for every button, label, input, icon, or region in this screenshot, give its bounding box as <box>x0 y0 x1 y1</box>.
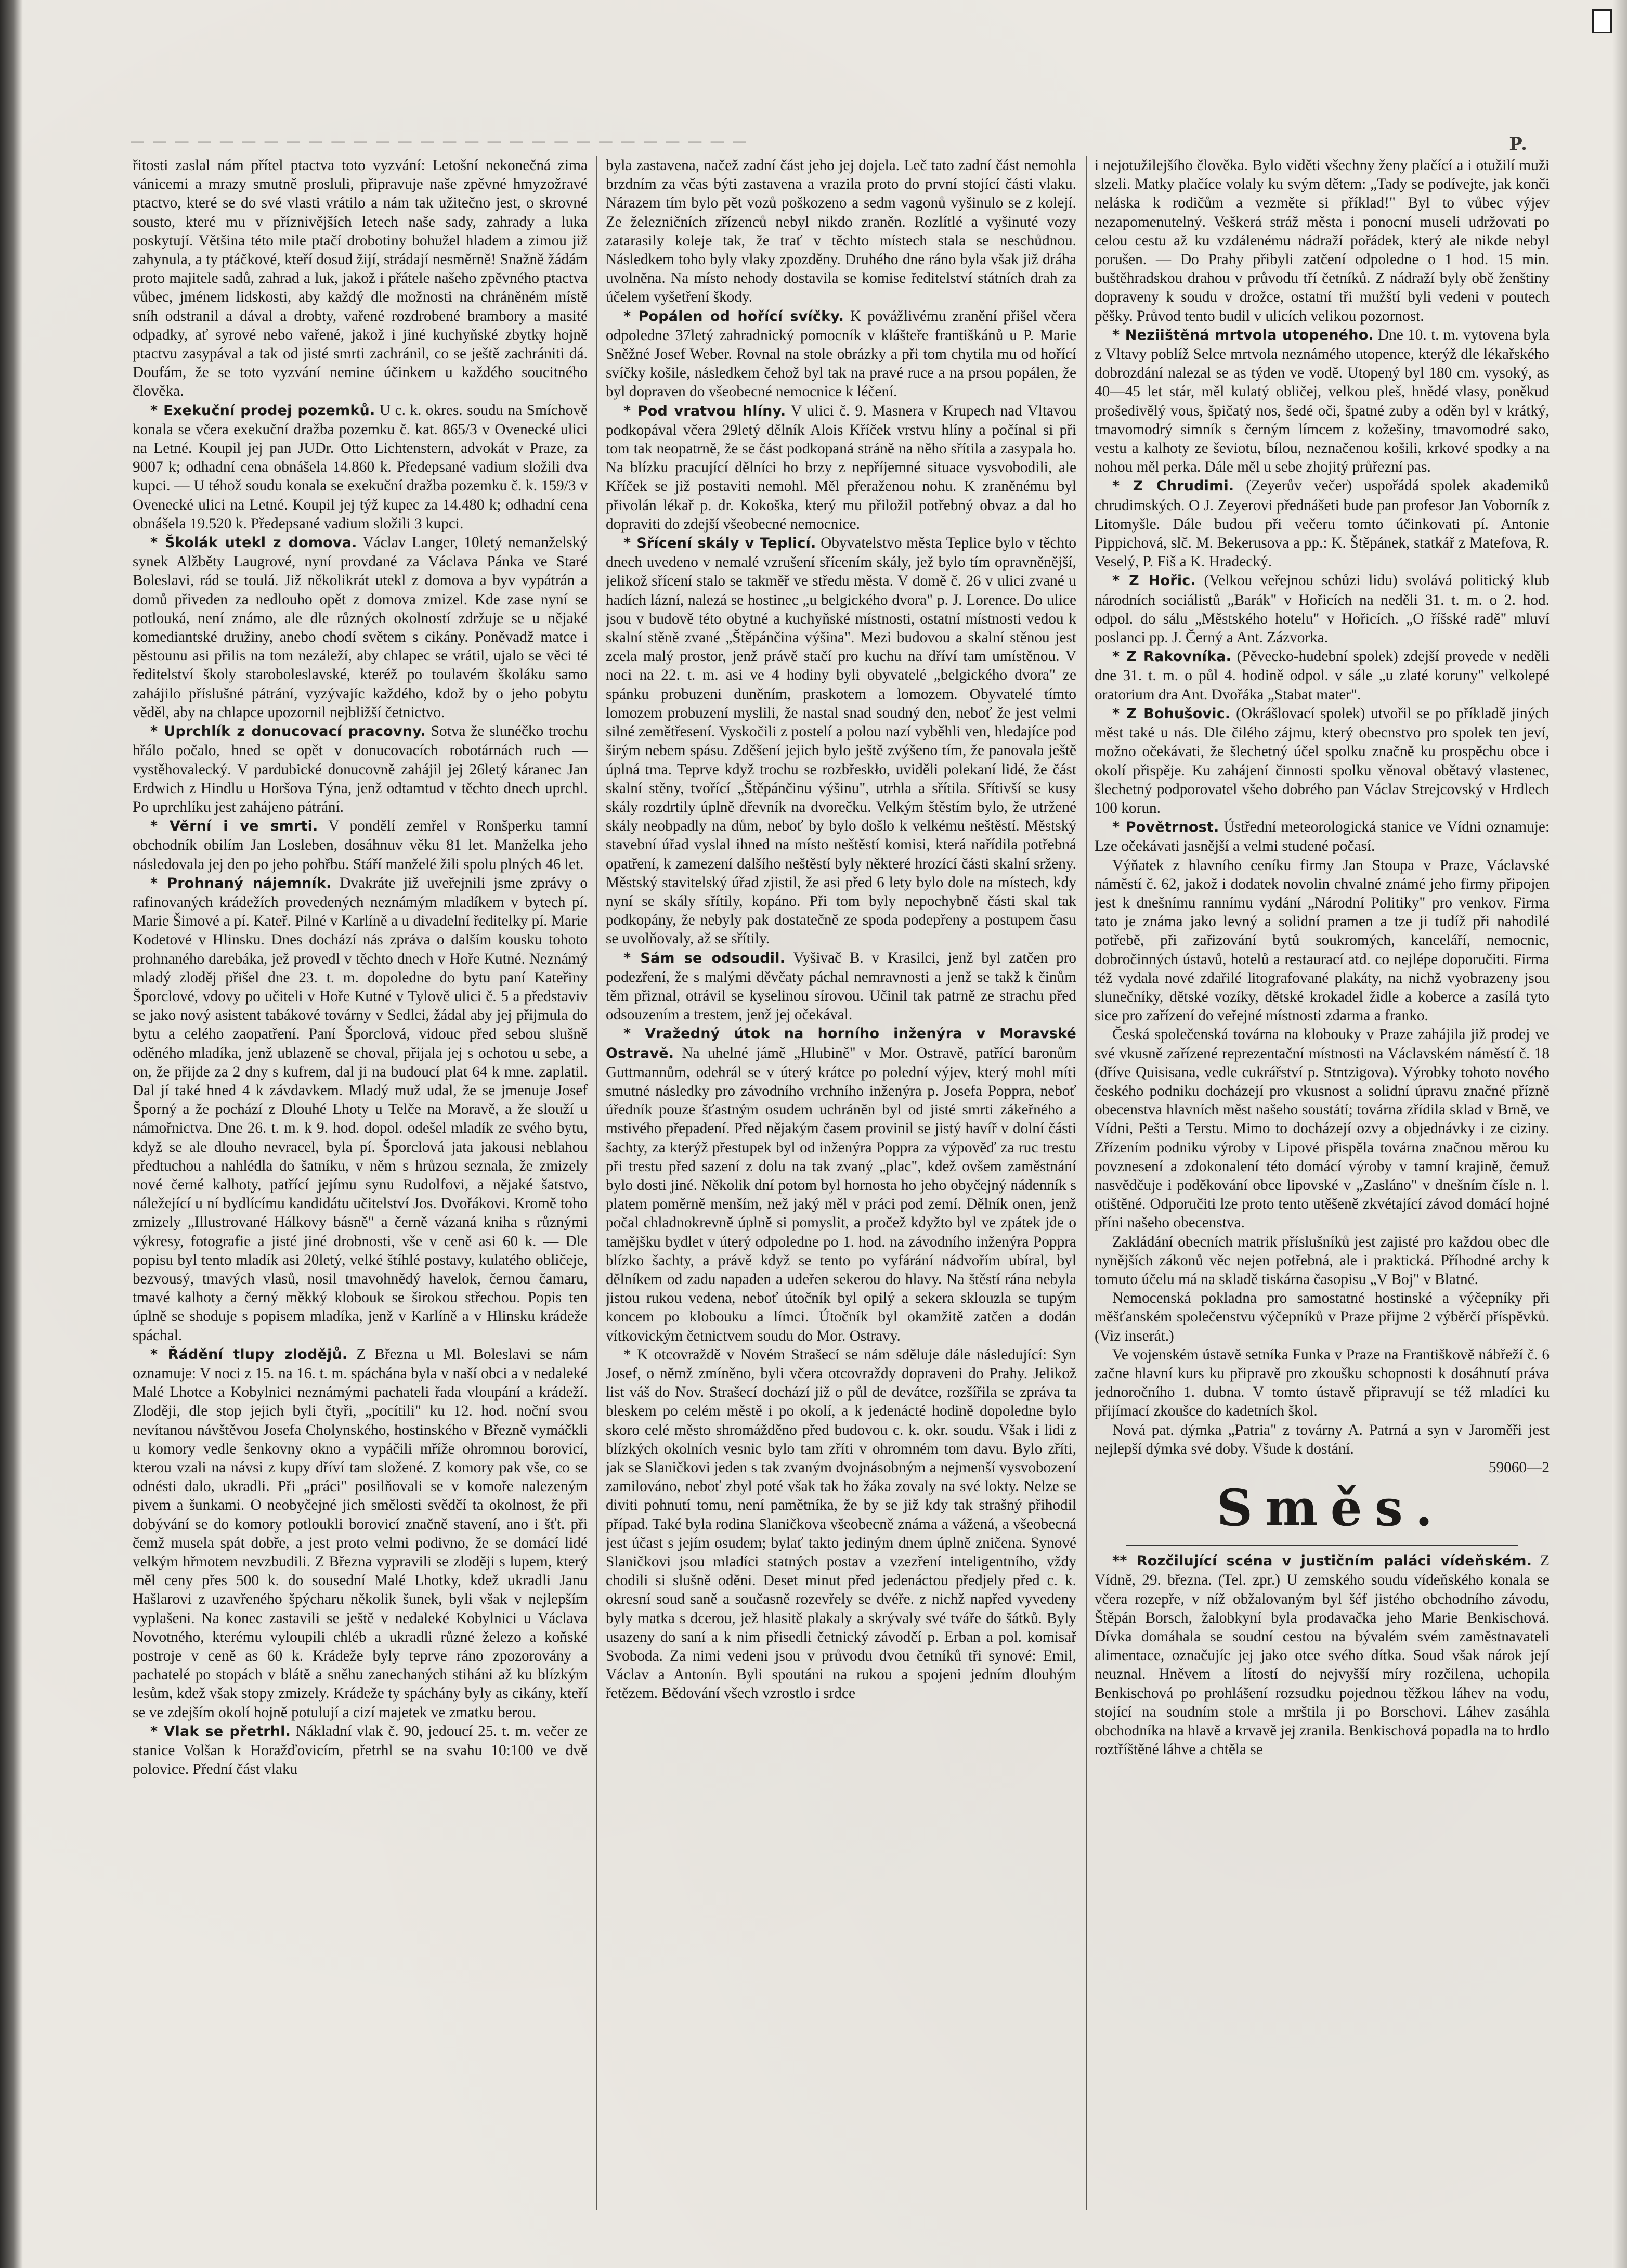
column-2 <box>606 156 1076 2215</box>
col1-paragraph: * Školák utekl z domova. Václav Langer, 10letý nemanželský synek Alžběty Laugrové, nyní provdané za Václava Pánka ve Staré Boleslavi, rád se toulá. Již několikrát utekl z domova a byv vypátrán a domů přiveden za nedlouho opět z domova zmizel. Kde zase nyní se potlouká, není známo, ale dle různých okolností zdržuje se u nějaké komediantské družiny, anebo chodí světem s cikány. Poněvadž matce i pěstounu asi přilis na tom nezáleží, aby chlapec se vrátil, ujalo se věci té ředitelství školy staroboleslavské, kteréž po toulavém školáku samo zahájilo příslušné pátrání, vyzývajíc každého, kdož by o jeho pobytu věděl, aby na chlapce upozornil nejbližší četnictvo. <box>133 534 588 721</box>
column-rule-2 <box>1086 156 1087 2210</box>
item-heading: * Pod vratvou hlíny. <box>623 403 786 419</box>
col3-paragraph: Zakládání obecních matrik příslušníků jest zajisté pro každou obec dle nynějších zákonů věc nejen potřebná, ale i praktická. Příhodné archy k tomuto účelu má na skladě tiskárna časopisu „V Boj" v Blatné. <box>1095 1233 1550 1288</box>
item-heading: * Neziištěná mrtvola utopeného. <box>1112 327 1374 343</box>
col3-paragraph: 59060—2 <box>1488 1459 1550 1476</box>
column-rule-1 <box>596 156 597 2210</box>
item-heading: ** Rozčilující scéna v justičním paláci vídeňském. <box>1112 1553 1532 1570</box>
item-heading: * Vražedný útok na horního inženýra v Moravské Ostravě. <box>606 1026 1076 1061</box>
col1-paragraph: * Exekuční prodej pozemků. U c. k. okres. soudu na Smíchově konala se včera exekuční dražba pozemku č. kat. 865/3 v Ovenecké ulici na Letné. Koupil jej pan JUDr. Otto Lichtenstern, advokát v Praze, za 9007 k; odhadní cena obnášela 14.860 k. Předepsané vadium složili dva kupci. — U téhož soudu konala se exekuční dražba pozemku č. k. 159/3 v Ovenecké ulici na Letné. Koupil jej týž kupec za 14.480 k; odhadní cena obnášela 19.520 k. Předepsané vadium složili 3 kupci. <box>133 401 588 532</box>
col2-paragraph: * K otcovraždě v Novém Strašecí se nám sděluje dále následující: Syn Josef, o němž zmíněno, byli včera otcovraždy dopraveni do Prahy. Jelikož list váš do Nov. Strašecí dochází již o půl de devátce, rozšířila se zpráva ta bleskem po celém městě i po okolí, a k jedenácté hodině dopoledne bylo skoro celé město shromážděno před budovou c. k. okr. soudu. Však i lidi z blízkých okolních vesnic bylo tam zříti v ohromném tom davu. Bylo zříti, jak se Slaničkovi jeden s tak zvaným dvojnásobným a nejmenší vysvobození zamilováno, neboť zbyl poté však tak ho žáka zovaly na své lokty. Nelze se diviti pohnutí tomu, není pamětníka, že by se již kdy tak strašný přihodil případ. Také byla rodina Slaničkova všeobecně známa a vážená, a všeobecná jest účast s jejím osudem; bylať takto jediným dnem úplně zničena. Synové Slaničkovi jsou mladíci statných postav a vzezření inteligentního, vždy chodili si slušně oděni. Deset minut před jedenáctou předjely před c. k. okresní soud saně a současně rozevřely se dvéře. z nichž napřed vyvedeny byly matka s dcerou, jež hlasitě plakaly a skrývaly své tváře do šátků. Byly usazeny do saní a k nim přisedli četnický závodčí p. Erban a pol. komisař Svoboda. Za nimi vedeni jsou v průvodu dvou četníků tři synové: Emil, Václav a Antonín. Byli spoutáni na rukou a spojeni jedním dlouhým řetězem. Bědování všech vzrostlo i srdce <box>606 1346 1076 1702</box>
item-heading: * Z Chrudimi. <box>1112 478 1234 495</box>
section-rule <box>1126 1545 1518 1546</box>
col3-paragraph: i nejotužilejšího člověka. Bylo viděti všechny ženy plačící a i otužilí muži slzeli. Matky plačíce volaly ku svým dětem: „Tady se podívejte, jak konči neláska k rodičům a vezměte si příklad!" Byl to vůbec výjev nezapomenutelný. Veškerá stráž města i ponocní museli udržovati po celou cestu až ku vzdálenému nádraží pořádek, který ale nikde nebyl porušen. — Do Prahy přibyli zatčení odpoledne o 1 hod. 15 min. buštěhradskou drahou v průvodu tří četníků. Z nádraží byly obě ženštiny dopraveny k soudu v drožce, ostatní tři mužští byli vedeni v poutech pěšky. Průvod tento budil v ulicích velikou pozornost. <box>1095 157 1550 325</box>
col2-paragraph: byla zastavena, načež zadní část jeho jej dojela. Leč tato zadní část nemohla brzdním za včas býti zastavena a vrazila proto do první stojící části vlaku. Nárazem tím bylo pět vozů poškozeno a sedm vagonů vyšinulo se z kolejí. Ze železničních zřízenců nebyl nikdo zraněn. Rozlítlé a vyšinuté vozy zatarasily koleje tak, že trať v těchto místech stala se neschůdnou. Následkem toho byly vlaky zpozděny. Druhého dne ráno byla však již dráha uvolněna. Na místo nehody dostavila se komise ředitelství státních drah za účelem vyšetření škody. <box>606 157 1076 306</box>
item-heading: * Uprchlík z donucovací pracovny. <box>150 723 426 740</box>
col3-paragraph: Česká společenská továrna na klobouky v Praze zahájila již prodej ve své vkusně zařízené reprezentační místnosti na Václavském náměstí č. 18 (dříve Quisisana, vedle cukrářství p. Stntzigova). Výrobky tohoto nového českého podniku docházejí pro vkusnost a solidní úpravu značné přízně obecenstva hlavních měst našeho soustátí; továrna zřídila sklad v Brně, ve Vídni, Pešti a Terstu. Mimo to docházejí ozvy a objednávky i ze ciziny. Zřízením podniku výroby v Lipové přispěla továrna značnou měrou ku povznesení a zdokonalení této domácí výroby v tamní krajině, čemuž nasvědčuje i poděkování obce lipovské v „Zasláno" v dnešním čísle n. l. otištěné. Odporučiti lze proto tento utěšeně zkvétající závod domácí hojné příni našeho obecenstva. <box>1095 1026 1550 1232</box>
item-heading: * Z Hořic. <box>1112 573 1196 589</box>
col2-paragraph: * Sám se odsoudil. Vyšivač B. v Krasilci, jenž byl zatčen pro podezření, že s malými děvčaty páchal nemravnosti a jenž se takž k činům těm přiznal, otrávil se kyselinou sírovou. Učinil tak patrně ze strachu před odsouzením a trestem, jenž jej očekával. <box>606 949 1076 1023</box>
col3-paragraph: Ve vojenském ústavě setníka Funka v Praze na Františkově nábřeží č. 6 začne hlavní kurs ku připravě pro zkoušku schopnosti k dosáhnutí práva jednoročního 1. dubna. V tomto ústavě připravují se též mladíci ku přijímací zkoušce do kadetních škol. <box>1095 1346 1550 1420</box>
col1-paragraph: řitosti zaslal nám přítel ptactva toto vyzvání: Letošní nekonečná zima vánicemi a mrazy smutně prosluli, připravuje naše zpěvné hmyzožravé ptactvo, které se do své vlasti vrátilo a nám tak užitečno jest, o skrovné sousto, které mu v příznivějších letech naše sady, zahrady a luka poskytují. Většina této mile ptačí drobotiny bohužel hladem a zimou již zahynula, a ty ptáčkové, kteří dosud žijí, strádají nesměrně! Snažně žádám proto majitele sadů, zahrad a luk, jakož i přátele našeho zpěvného ptactva vůbec, jménem lidskosti, aby každý dle možnosti na chráněném místě sníh odstranil a dával a drobty, vařené rozdrobené brambory a masité odpadky, ať syrové nebo vařené, jakož i jiné kuchyňské zbytky hojně ptactvu zasypával a tak od jisté smrti zachránil, co se ještě zachrániti dá. Doufám, že se toto vyzvání nemine účinkem u každého soucitného člověka. <box>133 157 588 400</box>
col3-paragraph: * Z Chrudimi. (Zeyerův večer) uspořádá spolek akademiků chrudimských. O J. Zeyerovi přednášeti bude pan profesor Jan Voborník z Litomyšle. Dále budou při večeru tomto účinkovati pí. Antonie Pippichová, slč. M. Bekerusova a pp.: K. Štěpánek, statkář z Matefova, R. Veselý, P. Fiš a K. Hradecký. <box>1095 477 1550 571</box>
col1-paragraph: * Vlak se přetrhl. Nákladní vlak č. 90, jedoucí 25. t. m. večer ze stanice Volšan k Horažďovicím, přetrhl se na svahu 10:100 ve dvě polovice. Přední část vlaku <box>133 1722 588 1778</box>
item-heading: * Sám se odsoudil. <box>623 950 786 966</box>
item-heading: * Sřícení skály v Teplicí. <box>623 535 816 552</box>
corner-mark <box>1592 9 1612 33</box>
col1-paragraph: * Uprchlík z donucovací pracovny. Sotva že slunéčko trochu hřálo počalo, hned se opět v donucovacích robotárnách ruch — vystěhovalecký. V pardubické donucovně zahájil jej 26letý káranec Jan Erdwich z Hindlu u Horšova Týna, jenž odtamtud v těchto dnech uprchl. Po uprchlíku jest zahájeno pátrání. <box>133 723 588 815</box>
col3-paragraph: * Neziištěná mrtvola utopeného. Dne 10. t. m. vytovena byla z Vltavy poblíž Selce mrtvola neznámého utopence, kterýž dle lékařského dobrozdání nalezal se as týden ve vodě. Utopený byl 180 cm. vysoký, as 40—45 let stár, měl kulatý obličej, velkou pleš, hnědé vlasy, poněkud prošedivělý vous, špičatý nos, šedé oči, špatné zuby a oděn byl v krátký, tmavomodrý simník s černým límcem z kožešiny, tmavomodré sako, vestu a kalhoty ze ševiotu, bílou, neznačenou košili, krkové spodky a na nohou měl perka. Dále měl u sebe zhojitý průřezní pas. <box>1095 326 1550 476</box>
col1-paragraph: * Prohnaný nájemník. Dvakráte již uveřejnili jsme zprávy o rafinovaných krádežích provedených neznámým mladíkem v bytech pí. Marie Šimové a pí. Kateř. Pilné v Karlíně a u divadelní ředitelky pí. Marie Kodetové v Hlinsku. Dnes dochází nás zpráva o dalším kousku tohoto prohnaného darebáka, jež provedl v těchto dnech v Hoře Kutné. Neznámý mladý zloděj přišel dne 23. t. m. dopoledne do bytu paní Kateřiny Šporclové, vdovy po učiteli v Hoře Kutné v Tylově ulici č. 5 a představiv se jako nový asistent tabákové továrny v Sedlci, žádal aby jej přijmula do bytu a celého zaopatření. Paní Šporclová, vidouc před sebou slušně oděného mladíka, jenž ublazeně se choval, přijala jej s ochotou u sebe, a on, že přijde za 2 dny s kufrem, dal ji na budoucí plat 64 k mne. zaplatil. Dal jí také hned 4 k závdavkem. Mladý muž udal, že se jmenuje Josef Šporný a že pochází z Dlouhé Lhoty u Telče na Moravě, a že slouží u námořnictva. Dne 26. t. m. k 9. hod. dopol. odešel mladík ze svého bytu, když se ale dlouho nevracel, byla pí. Šporclová jata jakousi neblahou předtuchou a nahlédla do šatníku, v něm s hrůzou seznala, že zmizely nové černé kalhoty, patřící jejímu synu Rudolfovi, a nějaké šatstvo, náležející u ní bydlícímu kandidátu učitelství Jos. Dvořákovi. Kromě toho zmizely „Illustrované Hálkovy básně" a černě vázaná kniha s různými výkresy, fotografie a jisté jiné drobnosti, vše v ceně asi 60 k. — Dle popisu byl tento mladík asi 20letý, velké štíhlé postavy, kulatého obličeje, bezvousý, tmavých vlasů, nosil tmavohnědý havelok, černou čamaru, tmavé kalhoty a černý měkký klobouk se širokou střechou. Popis ten úplně se shoduje s popisem mladíka, jenž v Karlíně a v Hlinsku krádeže spáchal. <box>133 874 588 1344</box>
page-number-fragment: P. <box>1509 134 1529 154</box>
col3-paragraph: Nová pat. dýmka „Patria" z továrny A. Patrná a syn v Jaroměři jest nejlepší dýmka své doby. Všude k dostání. <box>1095 1421 1550 1457</box>
col3-paragraph: * Z Bohušovic. (Okrášlovací spolek) utvořil se po příkladě jiných měst také u nás. Dle čilého zájmu, který obecnstvo pro spolek ten jeví, možno očekávati, že šlechetný účel spolku značně ku prospěchu obce i okolí přispěje. Ku zahájení činnosti spolku věnoval obětavý vlastenec, šlechetný podporovatel všeho dobrého pan Václav Strejcovský v Hrdlech 100 korun. <box>1095 705 1550 817</box>
col3-paragraph: * Z Hořic. (Velkou veřejnou schůzi lidu) svolává politický klub národních sociálistů „Barák" v Hořicích na neděli 31. t. m. o 2. hod. odpol. do sálu „Městského hotelu" v Hořicích. „O říšské radě" mluví poslanci pp. J. Černý a Ant. Zázvorka. <box>1095 572 1550 646</box>
column-1 <box>133 156 588 2215</box>
item-heading: * Exekuční prodej pozemků. <box>150 402 375 419</box>
scan-edge-right <box>1612 0 1627 2268</box>
item-heading: * Popálen od hořící svíčky. <box>623 308 844 325</box>
col2-paragraph: * Sřícení skály v Teplicí. Obyvatelstvo města Teplice bylo v těchto dnech uvedeno v nemalé vzrušení sřícením skály, jež bylo tím opravněnější, jelikož sřícení stalo se takměř ve středu města. V domě č. 26 v ulici zvané u hadích lázní, nalezá se hostinec „u belgického dvora" p. J. Lorence. Do ulice jsou v budově této obytné a kuchyňské místnosti, ostatní místnosti vedou k skalní stěně zvané „Štěpánčina výšina". Mezi budovou a skalní stěnou jest zcela malý prostor, jenž právě stačí pro kuchu na dříví tam umístěnou. V noci na 22. t. m. asi ve 4 hodiny byli obyvatelé „belgického dvora" ze spánku probuzeni duněním, praskotem a lomozem. Obyvatelé tímto lomozem probuzení myslili, že nastal snad soudný den, neboť že jest velmi silné zemětřesení. Vyskočili z postelí a polou nazí vyběhli ven, hledajíce pod širým nebem spásu. Zděšení jejich bylo ještě zvýšeno tím, že panovala ještě úplná tma. Teprve když trochu se rozbřeskło, uviděli polekaní lidé, že část skalní stěny, tvořící „Štěpánčinu výšinu", utrhla a sřítila. Sřítivší se kusy skály rozdrtily úplně dřevník na dvorečku. Velkým štěstím bylo, že utržené skály neobpadly na dům, neboť by bylo došlo k velkému neštěstí. Městský stavební úřad vyslal ihned na místo neštěstí komisi, která nařídila potřebná opatření, k zamezení dalšího neštěstí byly některé hrozící části skalní srženy. Městský stavitelský úřad zjistil, že asi před 6 lety bylo dole na místech, kdy nyní se skály sřítily, kopáno. Při tom byly nepochybně části skal tak podkopány, že nebyly pak dostatečně ze spoda podepřeny a postupem času se uvolňovaly, až se sřítily. <box>606 535 1076 948</box>
col1-paragraph: * Řádění tlupy zlodějů. Z Března u Ml. Boleslavi se nám oznamuje: V noci z 15. na 16. t. m. spáchána byla v naší obci a v nedaleké Malé Lhotce a Kobylnici neznámými pachateli řada vloupání a krádeží. Zloději, dle stop jejich byli čtyři, „pocítili" ku 12. hod. noční svou nevítanou návštěvou Josefa Cholynského, hostinského v Březně vymáčkli u komory vedle šenkovny okno a vypáčili mříže ohromnou borovicí, kterou vzali na návsi z kupy dříví tam složené. Z komory pak vše, co se odnésti dalo, ukradli. Při „práci" posilňovali se v komoře nalezeným pivem a šunkami. O neobyčejné jich smělosti svědčí ta okolnost, že při dobývání se do komory potloukli borovicí značně stavení, ano i šťt. při čemž musela spát dobře, a jest proto velmi podivno, že se domácí lidé velkým hřmotem nevzbudili. Z Března vypravili se zloději s lupem, který měl ceny přes 500 k. do sousední Malé Lhotky, kdež ukradli Janu Hašlarovi z uzavřeného špýcharu několik šunek, byli však v nejlepším vyplašeni. Na konec zastavili se ještě v nedaleké Kobylnici u Václava Novotného, kterému vyloupili chléb a ukradli různé železo a koňské postroje v ceně as 60 k. Krádeže byly teprve ráno zpozorovány a pachatelé po stopách v blátě a sněhu zanechaných stiháni až ku blízkým lesům, kdež však stopy zmizely. Krádeže ty spáchány byly as cikány, kteří se ve zdejším okolí hojně potulují a cizí majetek ve zmatku berou. <box>133 1345 588 1721</box>
item-heading: * Z Rakovníka. <box>1112 649 1232 665</box>
col3-paragraph: * Z Rakovníka. (Pěvecko-hudební spolek) zdejší provede v neděli dne 31. t. m. o půl 4. hodině odpol. v sále „u zlaté koruny" velkolepé oratorium dra Ant. Dvořáka „Stabat mater". <box>1095 648 1550 703</box>
item-heading: * Prohnaný nájemník. <box>150 875 332 891</box>
item-heading: * Vlak se přetrhl. <box>150 1723 291 1740</box>
col3-paragraph: Směs. <box>1216 1479 1446 1538</box>
scan-edge-left <box>0 0 23 2268</box>
col3-paragraph: * Povětrnost. Ústřední meteorologická stanice ve Vídni oznamuje: Lze očekávati jasnější a velmi studené počasí. <box>1095 819 1550 855</box>
col1-paragraph: * Věrní i ve smrti. V pondělí zemřel v Ronšperku tamní obchodník obilím Jan Losleben, dosáhnuv věku 81 let. Manželka jeho následovala jej den po jeho pohřbu. Stáří manželé žili spolu plných 46 let. <box>133 818 588 873</box>
running-head-text: — — — — — — — — — — — — — — — — — — — — — — — — — — — — <box>130 133 749 150</box>
col3-paragraph: Výňatek z hlavního ceníku firmy Jan Stoupa v Praze, Václavské náměstí č. 62, jakož i dodatek novolin chvalné známé jeho firmy připojen jest k dnešnímu rannímu vydání „Národní Politiky" pro venkov. Firma tato je známa jako levný a solidní pramen a tze ji tudíž při nahodilé potřebě, při zařizování bytů soukromých, kanceláří, nemocnic, dobročinných ústavů, hotelů a restaurací atd. co nejlépe doporučiti. Firma též vydala nové zdařilé litografované plakáty, na nichž vyobrazeny jsou slunečníky, dětské vozíky, dětské krokadel židle a koberce a zasílá tyto sice pro zařízení do veřejné místnosti zdarma a franko. <box>1095 857 1550 1025</box>
item-heading: * Z Bohušovic. <box>1112 705 1231 722</box>
item-heading: * Řádění tlupy zlodějů. <box>150 1346 348 1363</box>
item-heading: * Povětrnost. <box>1112 819 1219 836</box>
col3-paragraph: ** Rozčilující scéna v justičním paláci vídeňském. Z Vídně, 29. března. (Tel. zpr.) U zemského soudu vídeňského konala se včera rozepře, v níž obžalovaným byl šéf jistého obchodního závodu, Štěpán Borsch, žalobkyní byla prodavačka jeho Marie Benkischová. Dívka domáhala se soudní cestou na bývalém svém zaměstnavateli alimentace, označujíc jej jako otce svého dítka. Soud však nárok její neuznal. Hněvem a lítostí do nejvyšší míry rozčilena, uchopila Benkischová po prohlášení rozsudku pojednou těžkou láhev na vodu, stojící na soudním stole a mrštila ji po Borschovi. Láhev zasáhla obchodníka na hlavě a krvavě jej zranila. Benkischová popadla na to hrdlo roztříštěné láhve a chtěla se <box>1095 1552 1550 1758</box>
col2-paragraph: * Vražedný útok na horního inženýra v Moravské Ostravě. Na uhelné jámě „Hlubině" v Mor. Ostravě, patřící baronům Guttmannům, odehrál se v úterý krátce po polední výjev, který mohl míti smutné následky pro závodního vrchního inženýra p. Josefa Poppra, neboť úředník pouze šťastným osudem uchráněn byl od jisté smrti zákeřného a mstivého přepadení. Před nějakým časem provinil se jistý havíř v dolní části šachty, za kterýž přestupek byl od inženýra Poppra za výpověď za ruc trestu při trestu před sazení z dolu na tak zvaný „plac", kdež ovšem zaměstnání bylo dosti jiné. Několik dní potom byl hornosta ho jeho obyčejný nádenník s platem poměrně menším, než jaký měl v práci pod zemí. Dělník onen, jenž počal chladnokrevně úplně si pomyslit, a pročež kdyžto byl ve zpátek jde o tamějšku bydlet v úterý odpoledne po 1. hod. na závodního inženýra Poppra blízko šachty, a právě když se tento po vyfárání nádvořím ubíral, byl dělníkem od zadu napaden a udeřen sekerou do hlavy. Na štěstí rána nebyla jistou rukou vedena, neboť útočník byl opilý a sekera sklouzla se tupým koncem po klobouku a límci. Útočník byl okamžitě zatčen a dodán vítkovickým četnictvem soudu do Mor. Ostravy. <box>606 1026 1076 1344</box>
item-heading: * Věrní i ve smrti. <box>150 818 318 835</box>
column-3 <box>1095 156 1550 2215</box>
item-heading: * Školák utekl z domova. <box>150 535 357 551</box>
col3-paragraph: Nemocenská pokladna pro samostatné hostinské a výčepníky při měšťanském společenstvu výčepníků v Praze přijme 2 výběrčí příspěvků. (Viz inserát.) <box>1095 1290 1550 1344</box>
col2-paragraph: * Popálen od hořící svíčky. K povážlivému zranění přišel včera odpoledne 37letý zahradnický pomocník v klášteře františkánů u P. Marie Sněžné Josef Weber. Rovnal na stole obrázky a při tom chytila mu od hořící svíčky košile, následkem čehož byl tak na pravé ruce a na prsou popálen, že byl dopraven do všeobecné nemocnice k léčení. <box>606 307 1076 400</box>
col2-paragraph: * Pod vratvou hlíny. V ulici č. 9. Masnera v Krupech nad Vltavou podkopával včera 29letý dělník Alois Kříček vrstvu hlíny a počínal si při tom tak neopatrně, že se část podkopaná stráně na něho sřítila a zasypala ho. Na blízku pracující dělníci ho brzy z nepříjemné situace vysvobodili, ale Kříček se již postaviti nemohl. Měl přeraženou nohu. K zraněnému byl přivolán lékař p. dr. Kokoška, který mu přiložil potřebný obvaz a dal ho dopraviti do zdejší všeobecné nemocnice. <box>606 402 1076 533</box>
